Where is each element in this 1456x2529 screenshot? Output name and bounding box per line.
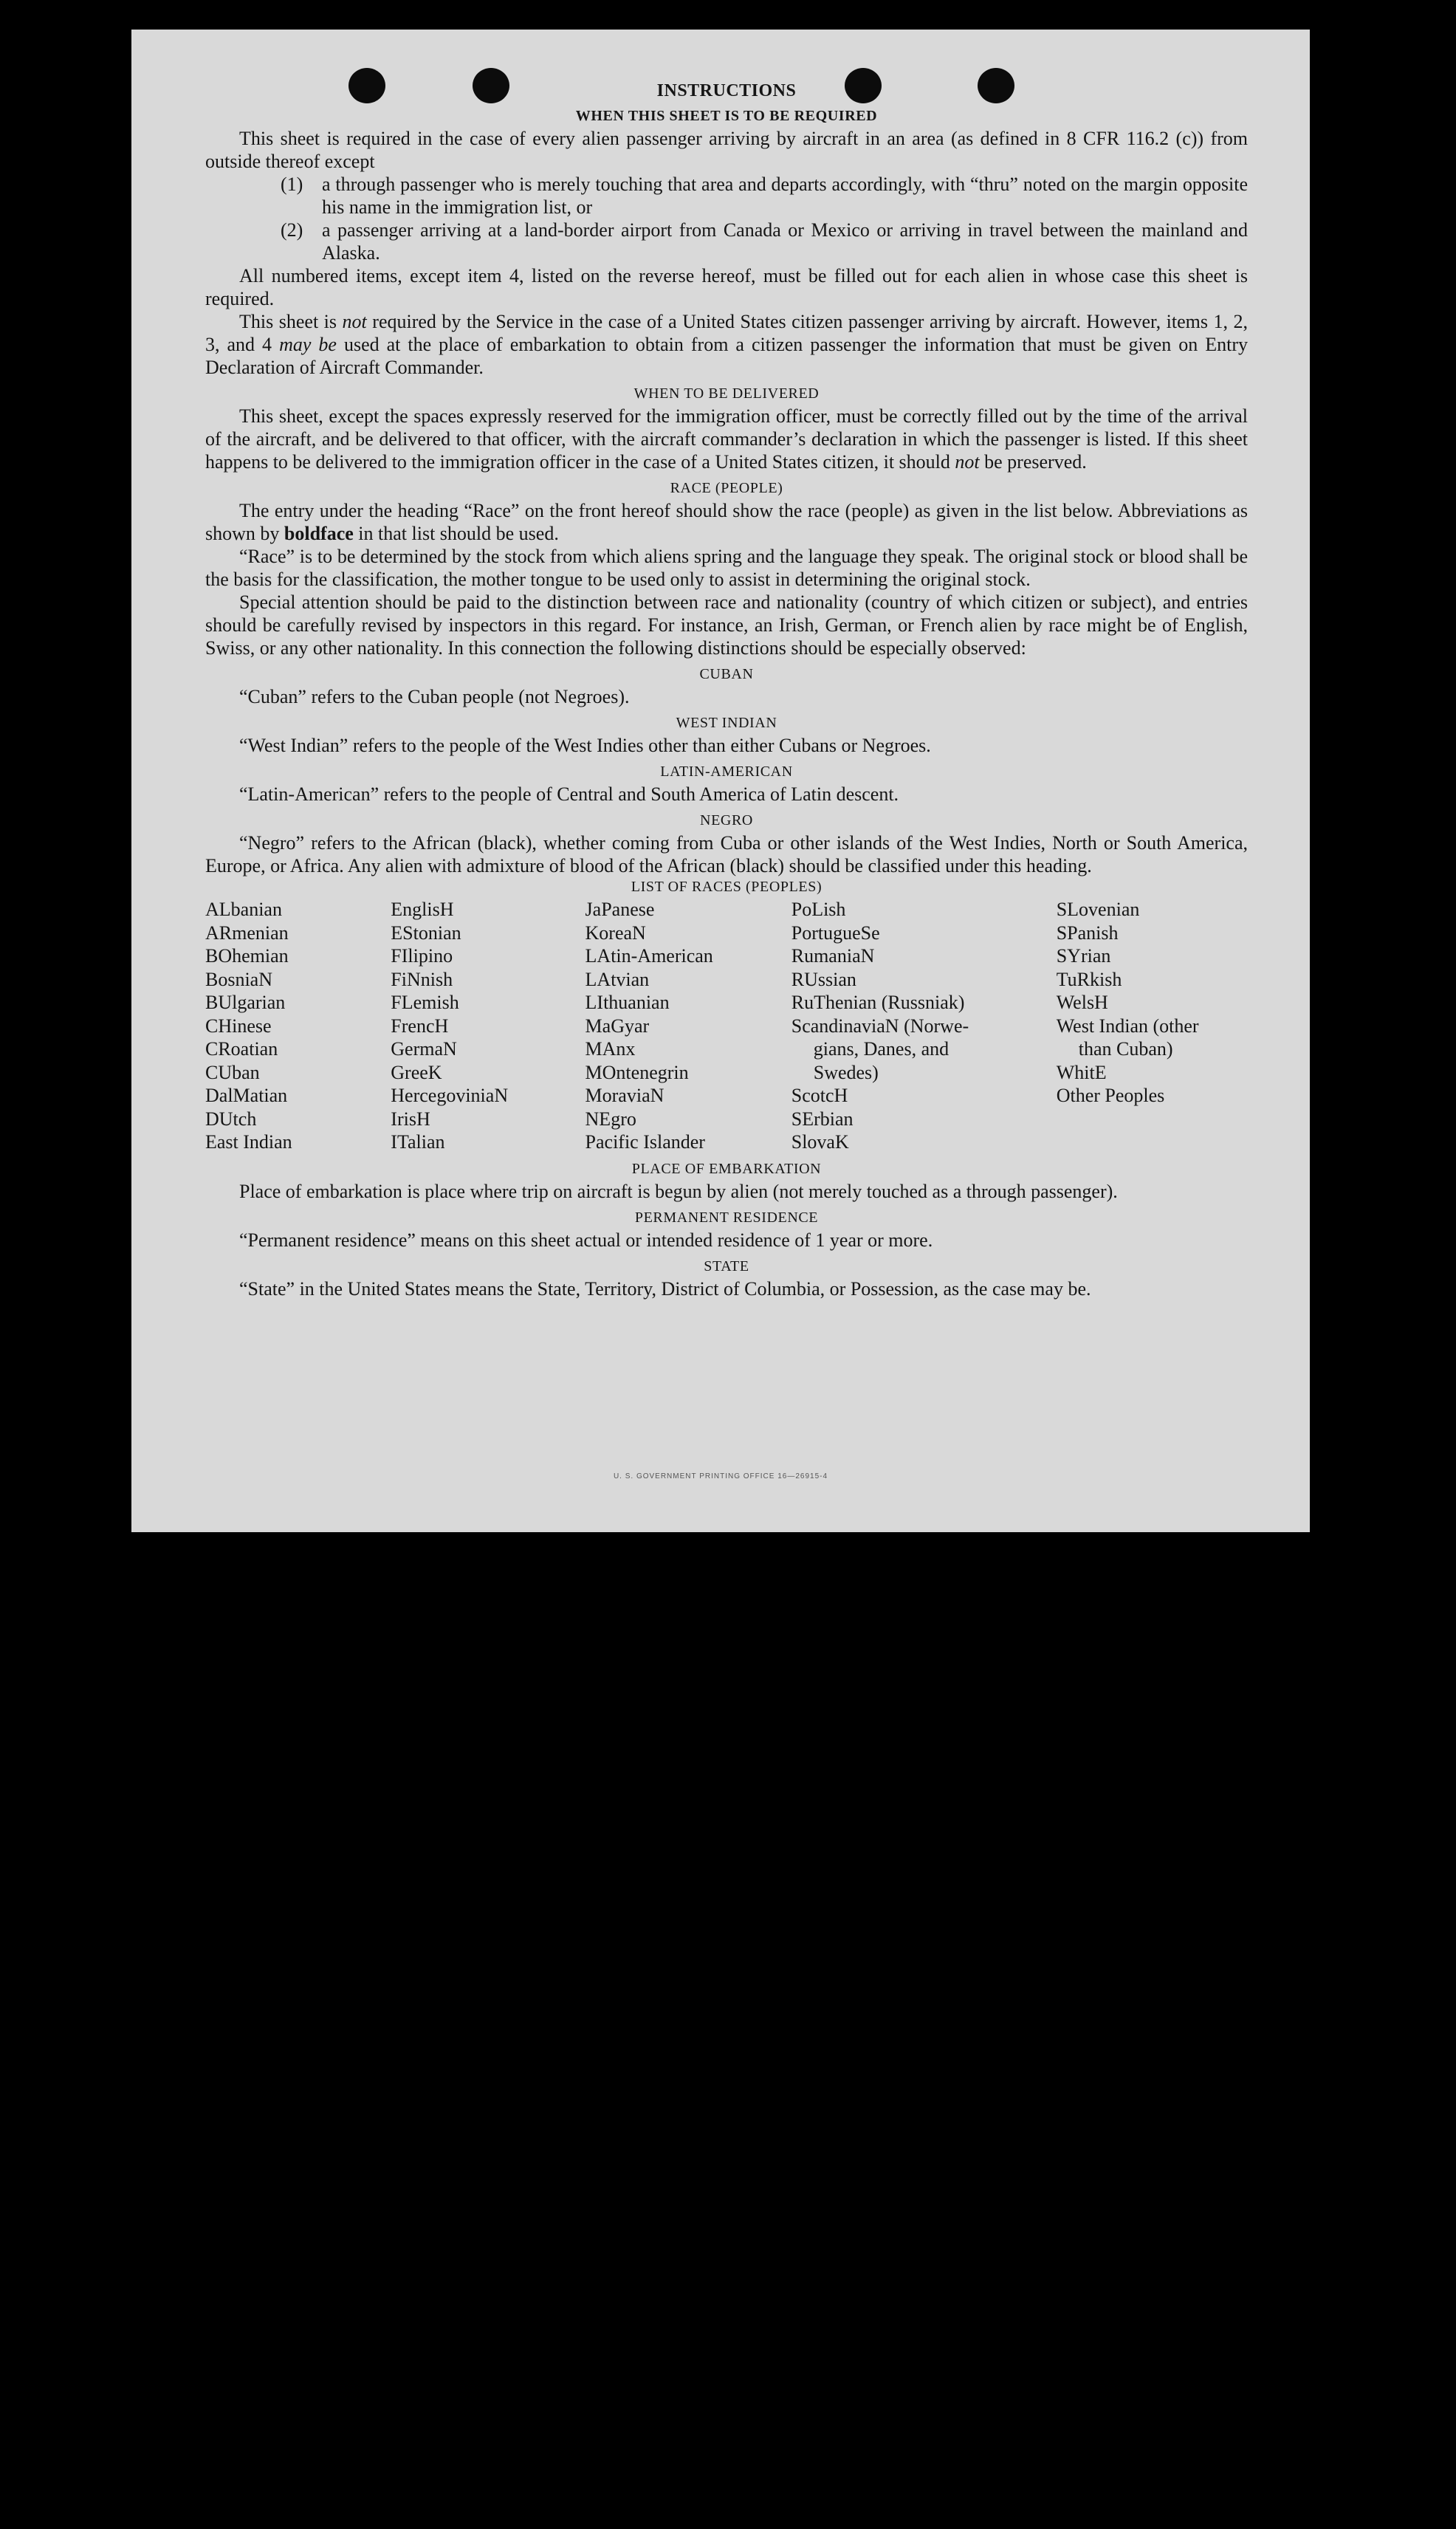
race-entry-continuation: gians, Danes, and: [813, 1038, 950, 1060]
section-heading-negro: NEGRO: [700, 812, 753, 828]
race-entry: GermaN: [391, 1038, 457, 1060]
item-text: a through passenger who is merely touching that area and departs accordingly, with “thru” noted on the margin opposite his name in the immigration list, or: [322, 174, 1248, 218]
text-run: be preserved.: [979, 451, 1087, 473]
punch-hole: [978, 68, 1014, 103]
delivered-paragraph: [205, 405, 1248, 473]
race-entry: PoLish: [791, 899, 846, 920]
race-paragraph-3: Special attention should be paid to the distinction between race and nationality (country of which citizen or subject), and entries should be carefully revised by inspectors in this regard. For instance, an Irish, German, or French alien by race might be of English, Swiss, or any other nationality. In this connection the following distinctions should be especially observed:: [205, 591, 1248, 659]
negro-text: “Negro” refers to the African (black), whether coming from Cuba or other islands of the West Indies, North or South America, Europe, or Africa. Any alien with admixture of blood of the African (black) should be classified under this heading.: [205, 832, 1248, 876]
required-paragraph-1: This sheet is required in the case of every alien passenger arriving by aircraft in an area (as defined in 8 CFR 116.2 (c)) from outside thereof except: [205, 128, 1248, 172]
embarkation-text: Place of embarkation is place where trip on aircraft is begun by alien (not merely touched as a through passenger).: [239, 1180, 1118, 1202]
text-run: required by the Service in the case of a United States citizen passenger arriving by aircraft. However, items 1, 2, 3, and 4: [205, 311, 1248, 355]
race-entry: LAtin-American: [585, 945, 713, 967]
race-entry: East Indian: [205, 1131, 292, 1153]
race-entry: ARmenian: [205, 922, 289, 944]
race-entry: KoreaN: [585, 922, 646, 944]
exception-item-1: [205, 173, 1248, 219]
race-entry: LIthuanian: [585, 992, 670, 1013]
race-entry: HercegoviniaN: [391, 1085, 509, 1106]
race-entry: ALbanian: [205, 899, 282, 920]
section-heading-west-indian: WEST INDIAN: [676, 715, 777, 731]
section-heading-races-list: LIST OF RACES (PEOPLES): [631, 879, 823, 895]
race-entry-continuation: Swedes): [813, 1061, 879, 1083]
race-entry: JaPanese: [585, 899, 655, 920]
race-entry: IrisH: [391, 1108, 430, 1130]
cuban-text: “Cuban” refers to the Cuban people (not Negroes).: [239, 686, 630, 707]
race-entry: ScandinaviaN (Norwe-: [791, 1015, 969, 1037]
race-entry: SPanish: [1056, 922, 1119, 944]
emphasis: not: [955, 451, 980, 473]
section-heading-cuban: CUBAN: [699, 666, 754, 682]
race-entry: RUssian: [791, 968, 856, 990]
race-entry: ITalian: [391, 1131, 445, 1153]
printing-office-imprint: U. S. GOVERNMENT PRINTING OFFICE 16—26915-4: [613, 1472, 828, 1480]
section-heading-latin-american: LATIN-AMERICAN: [660, 763, 793, 780]
text-run: The entry under the heading “Race” on the front hereof should show the race (people) as given in the list below. Abbreviations as shown by: [205, 500, 1248, 544]
race-entry: Other Peoples: [1056, 1085, 1165, 1106]
bold-text: boldface: [284, 523, 354, 544]
race-entry: DalMatian: [205, 1085, 288, 1106]
punch-hole: [348, 68, 385, 103]
race-entry: MAnx: [585, 1038, 636, 1060]
race-entry: GreeK: [391, 1061, 442, 1083]
exception-item-2: [205, 219, 1248, 264]
race-entry: CHinese: [205, 1015, 272, 1037]
race-entry: DUtch: [205, 1108, 257, 1130]
race-entry: FIlipino: [391, 945, 453, 967]
required-paragraph-2: All numbered items, except item 4, listed on the reverse hereof, must be filled out for each alien in whose case this sheet is required.: [205, 265, 1248, 309]
text-run: This sheet, except the spaces expressly reserved for the immigration officer, must be correctly filled out by the time of the arrival of the aircraft, and be delivered to that officer, with the aircraft commander’s declaration in which the passenger is listed. If this sheet happens to be delivered to the immigration officer in the case of a United States citizen, it should: [205, 405, 1248, 473]
race-entry: MOntenegrin: [585, 1061, 689, 1083]
west-indian-text: “West Indian” refers to the people of the West Indies other than either Cubans or Negroes.: [239, 735, 931, 756]
race-entry: SlovaK: [791, 1131, 849, 1153]
race-entry: FiNnish: [391, 968, 453, 990]
state-text: “State” in the United States means the State, Territory, District of Columbia, or Possession, as the case may be.: [239, 1277, 1091, 1300]
section-heading-embarkation: PLACE OF EMBARKATION: [631, 1160, 822, 1177]
item-text: a passenger arriving at a land-border airport from Canada or Mexico or arriving in travel between the mainland and Alaska.: [322, 219, 1248, 264]
item-number: (1): [281, 174, 303, 195]
race-entry: WhitE: [1056, 1061, 1107, 1083]
required-paragraph-3: [205, 310, 1248, 379]
race-entry: West Indian (other: [1056, 1015, 1199, 1037]
section-heading-residence: PERMANENT RESIDENCE: [634, 1209, 819, 1226]
residence-text: “Permanent residence” means on this sheet actual or intended residence of 1 year or more.: [239, 1229, 933, 1251]
race-entry: MaGyar: [585, 1015, 650, 1037]
race-entry: TuRkish: [1056, 968, 1122, 990]
emphasis: not: [342, 311, 367, 332]
race-entry-continuation: than Cuban): [1078, 1038, 1173, 1060]
race-column-1: [205, 898, 391, 1154]
text-run: in that list should be used.: [353, 523, 559, 544]
race-entry: RumaniaN: [791, 945, 875, 967]
page-title: INSTRUCTIONS: [656, 81, 797, 100]
text-run: This sheet is: [239, 311, 343, 332]
instruction-sheet: [131, 30, 1310, 1532]
punch-hole: [473, 68, 509, 103]
item-number: (2): [281, 219, 303, 241]
emphasis: may be: [279, 334, 337, 355]
race-entry: CRoatian: [205, 1038, 278, 1060]
race-entry: PortugueSe: [791, 922, 880, 944]
race-entry: SLovenian: [1056, 899, 1140, 920]
race-column-2: [391, 898, 585, 1154]
section-heading-race: RACE (PEOPLE): [670, 480, 783, 496]
race-entry: EnglisH: [391, 899, 454, 920]
race-entry: BUlgarian: [205, 992, 286, 1013]
race-paragraph-2: “Race” is to be determined by the stock from which aliens spring and the language they speak. The original stock or blood shall be the basis for the classification, the mother tongue to be used only to assist in determining the original stock.: [205, 546, 1248, 590]
race-entry: WelsH: [1056, 992, 1108, 1013]
race-entry: FrencH: [391, 1015, 449, 1037]
race-entry: Pacific Islander: [585, 1131, 705, 1153]
section-heading-state: STATE: [704, 1257, 749, 1274]
race-entry: EStonian: [391, 922, 461, 944]
race-entry: ScotcH: [791, 1085, 848, 1106]
race-entry: LAtvian: [585, 968, 650, 990]
race-entry: RuThenian (Russniak): [791, 992, 965, 1013]
punch-hole: [845, 68, 882, 103]
race-list: [205, 898, 1248, 1154]
race-entry: BOhemian: [205, 945, 289, 967]
text-run: used at the place of embarkation to obtain from a citizen passenger the information that must be given on Entry Declaration of Aircraft Commander.: [205, 334, 1249, 378]
race-entry: SErbian: [791, 1108, 854, 1130]
race-entry: FLemish: [391, 992, 459, 1013]
race-column-4: [791, 898, 1057, 1154]
race-column-3: [586, 898, 791, 1154]
race-entry: SYrian: [1056, 945, 1111, 967]
latin-american-text: “Latin-American” refers to the people of Central and South America of Latin descent.: [239, 783, 899, 805]
section-heading-delivered: WHEN TO BE DELIVERED: [633, 385, 820, 402]
race-entry: BosniaN: [205, 968, 272, 990]
section-heading-required: WHEN THIS SHEET IS TO BE REQUIRED: [575, 108, 878, 124]
race-paragraph-1: [205, 499, 1248, 545]
race-entry: MoraviaN: [585, 1085, 665, 1106]
race-column-5: [1057, 898, 1248, 1154]
race-entry: CUban: [205, 1061, 260, 1083]
race-entry: NEgro: [585, 1108, 636, 1130]
